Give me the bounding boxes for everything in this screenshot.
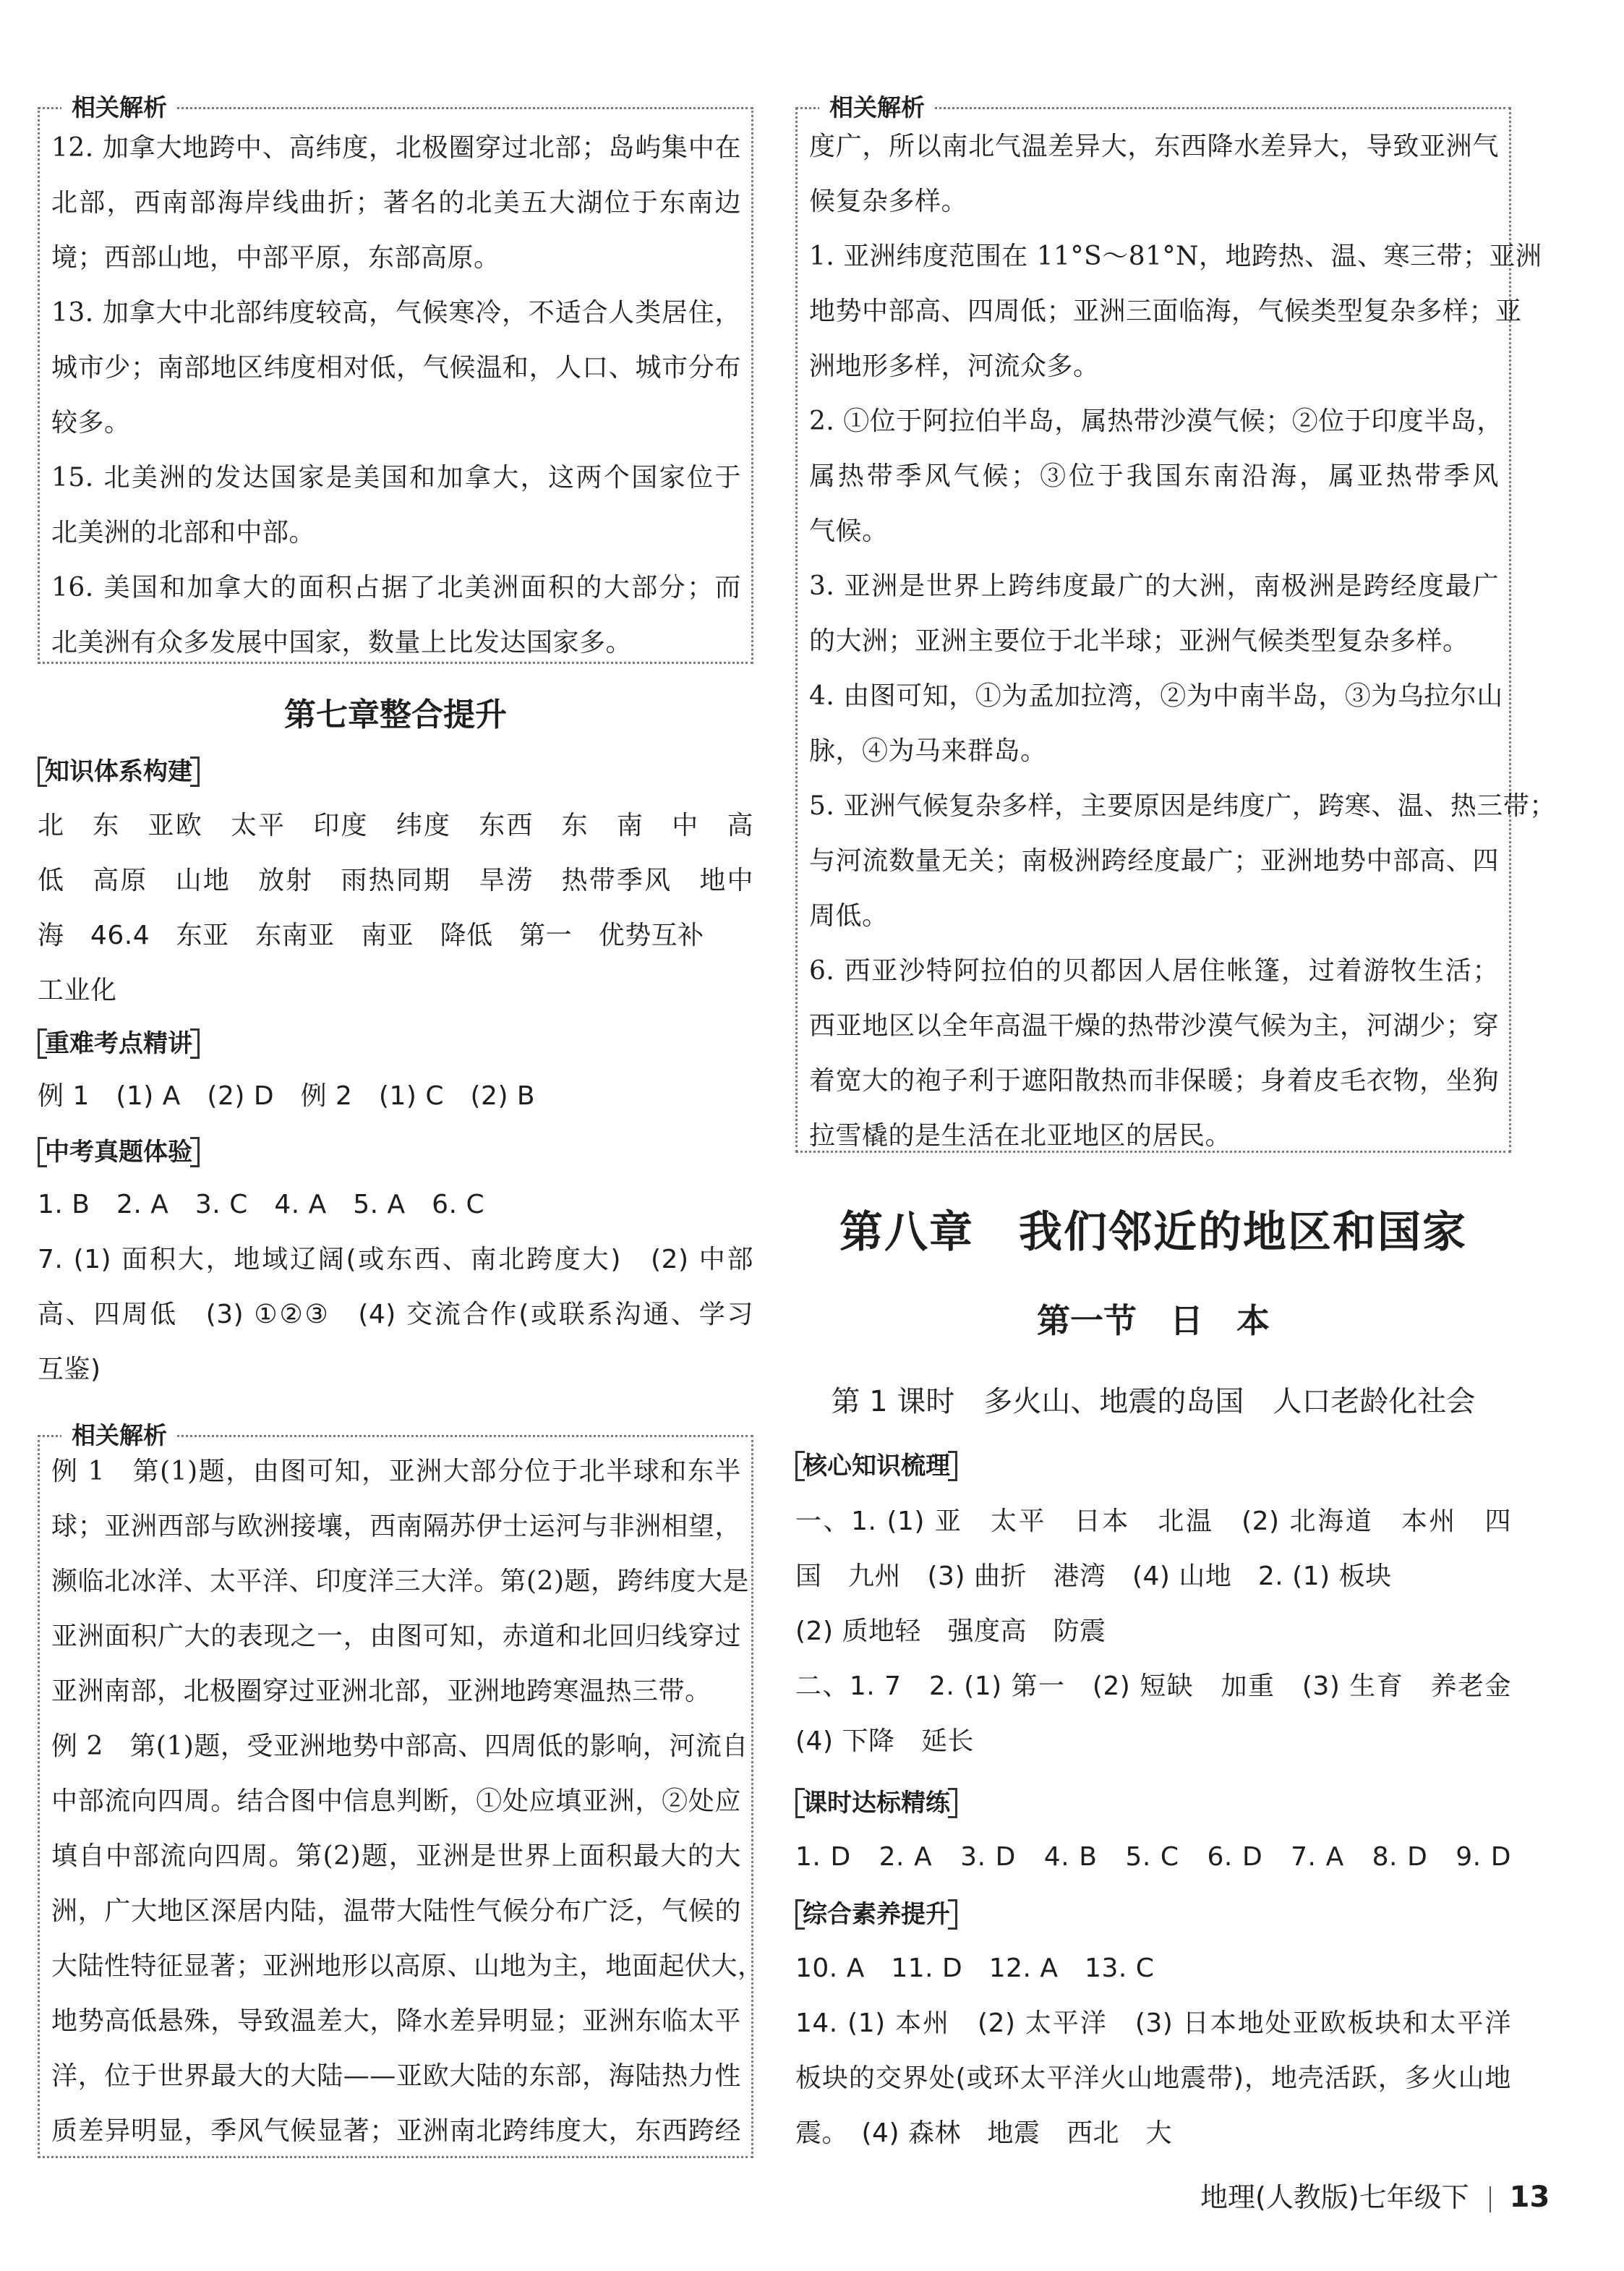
lesson-title: 第 1 课时 多火山、地震的岛国 人口老龄化社会 <box>831 1385 1476 1418</box>
text-line: 候复杂多样。 <box>809 187 968 216</box>
text-line: 濒临北冰洋、太平洋、印度洋三大洋。第(2)题，跨纬度大是 <box>51 1567 749 1596</box>
answer-line: 1. D 2. A 3. D 4. B 5. C 6. D 7. A 8. D 9. D <box>795 1842 1511 1872</box>
text-line: 洋，位于世界最大的大陆——亚欧大陆的东部，海陆热力性 <box>51 2061 741 2091</box>
text-line: 球；亚洲西部与欧洲接壤，西南隔苏伊士运河与非洲相望， <box>51 1512 741 1541</box>
analysis-box-1 <box>38 93 753 664</box>
answer-line: 一、1. (1) 亚 太平 日本 北温 (2) 北海道 本州 四 <box>795 1507 1511 1536</box>
text-line: 质差异明显，季风气候显著；亚洲南北跨纬度大，东西跨经 <box>51 2116 741 2146</box>
text-line: 5. 亚洲气候复杂多样，主要原因是纬度广，跨寒、温、热三带； <box>809 791 1556 821</box>
exam-answers <box>38 1177 753 1397</box>
answer-line: 二、1. 7 2. (1) 第一 (2) 短缺 加重 (3) 生育 养老金 <box>795 1671 1511 1701</box>
analysis-text <box>809 119 1556 1164</box>
text-line: 12. 加拿大地跨中、高纬度，北极圈穿过北部；岛屿集中在 <box>51 133 741 163</box>
text-line: 亚洲南部，北极圈穿过亚洲北部，亚洲地跨寒温热三带。 <box>51 1676 711 1706</box>
answer-line: (2) 质地轻 强度高 防震 <box>795 1616 1106 1646</box>
text-line: 2. ①位于阿拉伯半岛，属热带沙漠气候；②位于印度半岛， <box>809 406 1503 436</box>
text-line: 着宽大的袍子利于遮阳散热而非保暖；身着皮毛衣物，坐狗 <box>809 1066 1499 1096</box>
answer-line: 14. (1) 本州 (2) 太平洋 (3) 日本地处亚欧板块和太平洋 <box>795 2008 1511 2038</box>
answer-line: 1. B 2. A 3. C 4. A 5. A 6. C <box>38 1190 485 1219</box>
practice-answers <box>795 1830 1511 1885</box>
answer-line: 低 高原 山地 放射 雨热同期 旱涝 热带季风 地中 <box>38 866 753 895</box>
text-line: 西亚地区以全年高温干燥的热带沙漠气候为主，河湖少；穿 <box>809 1011 1499 1041</box>
practice-tag: 课时达标精练 <box>795 1785 957 1821</box>
core-knowledge-tag: 核心知识梳理 <box>795 1448 957 1484</box>
text-line: 1. 亚洲纬度范围在 11°S～81°N，地跨热、温、寒三带；亚洲 <box>809 242 1542 271</box>
analysis-box-3 <box>795 93 1556 1153</box>
answer-line: 板块的交界处(或环太平洋火山地震带)，地壳活跃，多火山地 <box>795 2063 1511 2093</box>
text-line: 北美洲的北部和中部。 <box>51 518 316 547</box>
answer-line: 国 九州 (3) 曲折 港湾 (4) 山地 2. (1) 板块 <box>795 1561 1392 1591</box>
page-number: 13 <box>1509 2181 1550 2214</box>
answer-line: 例 1 (1) A (2) D 例 2 (1) C (2) B <box>38 1081 536 1111</box>
text-line: 大陆性特征显著；亚洲地形以高原、山地为主，地面起伏大， <box>51 1951 764 1981</box>
text-line: 气候。 <box>809 516 889 546</box>
analysis-label: 相关解析 <box>61 1420 177 1452</box>
chapter7-title: 第七章整合提升 <box>284 696 507 733</box>
chapter8-title: 第八章 我们邻近的地区和国家 <box>839 1207 1467 1258</box>
exam-tag: 中考真题体验 <box>38 1134 200 1170</box>
text-line: 洲地形多样，河流众多。 <box>809 351 1100 381</box>
text-line: 15. 北美洲的发达国家是美国和加拿大，这两个国家位于 <box>51 463 741 493</box>
text-line: 16. 美国和加拿大的面积占据了北美洲面积的大部分；而 <box>51 573 741 602</box>
key-points-answers <box>38 1069 753 1124</box>
text-line: 地势高低悬殊，导致温差大，降水差异明显；亚洲东临太平 <box>51 2006 741 2036</box>
text-line: 中部流向四周。结合图中信息判断，①处应填亚洲，②处应 <box>51 1786 741 1816</box>
text-line: 周低。 <box>809 901 889 931</box>
analysis-box-2 <box>38 1421 764 2158</box>
text-line: 例 2 第(1)题，受亚洲地势中部高、四周低的影响，河流自 <box>51 1731 748 1761</box>
text-line: 4. 由图可知，①为孟加拉湾，②为中南半岛，③为乌拉尔山 <box>809 681 1503 711</box>
analysis-label: 相关解析 <box>61 92 177 124</box>
text-line: 例 1 第(1)题，由图可知，亚洲大部分位于北半球和东半 <box>51 1457 741 1486</box>
key-points-tag: 重难考点精讲 <box>38 1026 200 1062</box>
text-line: 填自中部流向四周。第(2)题，亚洲是世界上面积最大的大 <box>51 1841 741 1871</box>
footer-subject: 地理(人教版)七年级下 <box>1200 2181 1469 2213</box>
answer-line: 互鉴) <box>38 1355 101 1384</box>
text-line: 地势中部高、四周低；亚洲三面临海，气候类型复杂多样；亚 <box>809 297 1522 326</box>
answer-line: 海 46.4 东亚 东南亚 南亚 降低 第一 优势互补 <box>38 921 704 950</box>
answer-line: 工业化 <box>38 976 117 1005</box>
text-line: 3. 亚洲是世界上跨纬度最广的大洲，南极洲是跨经度最广 <box>809 571 1499 601</box>
footer-divider <box>1490 2186 1491 2212</box>
text-line: 脉，④为马来群岛。 <box>809 736 1047 766</box>
text-line: 6. 西亚沙特阿拉伯的贝都因人居住帐篷，过着游牧生活； <box>809 956 1499 986</box>
answer-line: 震。 (4) 森林 地震 西北 大 <box>795 2118 1172 2148</box>
text-line: 洲，广大地区深居内陆，温带大陆性气候分布广泛，气候的 <box>51 1896 741 1926</box>
text-line: 亚洲面积广大的表现之一，由图可知，赤道和北回归线穿过 <box>51 1622 741 1651</box>
text-line: 城市少；南部地区纬度相对低，气候温和，人口、城市分布 <box>51 353 741 383</box>
section-title: 第一节 日 本 <box>1037 1301 1270 1340</box>
text-line: 北美洲有众多发展中国家，数量上比发达国家多。 <box>51 628 633 657</box>
text-line: 度广，所以南北气温差异大，东西降水差异大，导致亚洲气 <box>809 132 1499 161</box>
page-footer <box>1200 2177 1550 2217</box>
text-line: 属热带季风气候；③位于我国东南沿海，属亚热带季风 <box>809 461 1499 491</box>
knowledge-tag: 知识体系构建 <box>38 754 200 790</box>
analysis-text <box>51 121 741 670</box>
text-line: 较多。 <box>51 408 131 438</box>
analysis-label: 相关解析 <box>819 92 935 124</box>
text-line: 北部，西南部海岸线曲折；著名的北美五大湖位于东南边 <box>51 188 741 218</box>
knowledge-answers <box>38 798 753 1018</box>
answer-line: 北 东 亚欧 太平 印度 纬度 东西 东 南 中 高 <box>38 811 753 840</box>
comprehensive-answers <box>795 1941 1511 2161</box>
answer-line: 7. (1) 面积大，地域辽阔(或东西、南北跨度大) (2) 中部 <box>38 1245 753 1274</box>
text-line: 与河流数量无关；南极洲跨经度最广；亚洲地势中部高、四 <box>809 846 1499 876</box>
text-line: 13. 加拿大中北部纬度较高，气候寒冷，不适合人类居住， <box>51 298 741 328</box>
text-line: 拉雪橇的是生活在北亚地区的居民。 <box>809 1121 1232 1151</box>
text-line: 境；西部山地，中部平原，东部高原。 <box>51 243 500 273</box>
core-answers <box>795 1494 1511 1769</box>
answer-line: 10. A 11. D 12. A 13. C <box>795 1953 1155 1983</box>
analysis-text <box>51 1444 764 2159</box>
text-line: 的大洲；亚洲主要位于北半球；亚洲气候类型复杂多样。 <box>809 626 1469 656</box>
answer-line: 高、四周低 (3) ①②③ (4) 交流合作(或联系沟通、学习 <box>38 1300 753 1329</box>
answer-line: (4) 下降 延长 <box>795 1726 974 1756</box>
comprehensive-tag: 综合素养提升 <box>795 1896 957 1933</box>
